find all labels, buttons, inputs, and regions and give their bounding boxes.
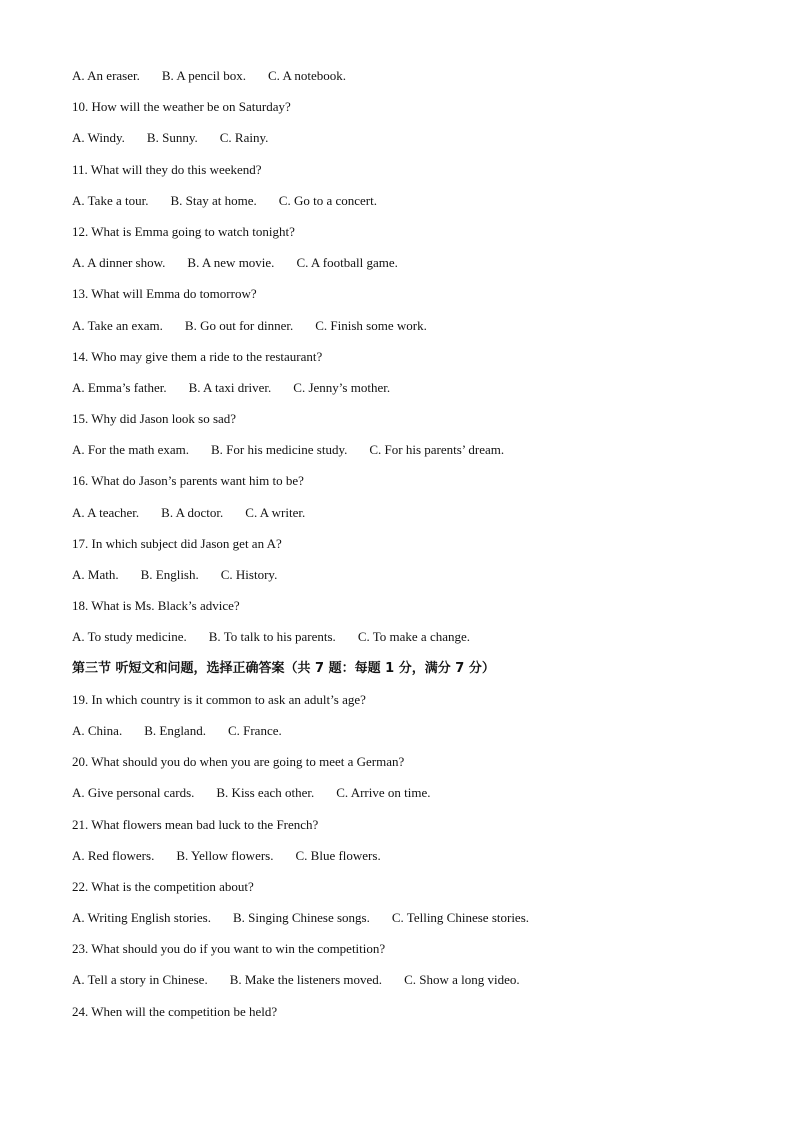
option-a: A. A dinner show. — [72, 255, 166, 271]
option-a: A. Emma’s father. — [72, 379, 167, 395]
option-b: B. A taxi driver. — [188, 379, 272, 395]
options-row-q19 — [72, 721, 752, 752]
option-c: C. Show a long video. — [404, 972, 520, 988]
option-a: A. Give personal cards. — [72, 785, 195, 801]
option-a: A. Writing English stories. — [72, 910, 211, 926]
option-c: C. A football game. — [296, 255, 398, 271]
question-19: 19. In which country is it common to ask an adult’s age? — [72, 691, 366, 707]
option-a: A. Tell a story in Chinese. — [72, 972, 208, 988]
option-b: B. England. — [144, 722, 206, 738]
question-16: 16. What do Jason’s parents want him to be? — [72, 473, 304, 489]
option-b: B. Kiss each other. — [216, 785, 315, 801]
options-row-q12 — [72, 253, 752, 284]
option-a: A. Math. — [72, 567, 119, 582]
option-b: B. Yellow flowers. — [176, 847, 274, 863]
question-22: 22. What is the competition about? — [72, 878, 254, 894]
question-21: 21. What flowers mean bad luck to the French? — [72, 816, 319, 832]
option-b: B. Make the listeners moved. — [229, 972, 383, 988]
option-b: B. Go out for dinner. — [184, 317, 294, 333]
option-c: C. To make a change. — [357, 629, 471, 645]
question-12: 12. What is Emma going to watch tonight? — [72, 223, 295, 239]
option-c: C. Go to a concert. — [278, 192, 377, 208]
question-18: 18. What is Ms. Black’s advice? — [72, 598, 240, 614]
option-b: B. A pencil box. — [161, 68, 247, 83]
option-c: C. Arrive on time. — [336, 785, 431, 801]
option-b: B. A new movie. — [187, 255, 275, 271]
options-row-q23 — [72, 970, 752, 1001]
option-a: A. A teacher. — [72, 504, 140, 520]
question-10: 10. How will the weather be on Saturday? — [72, 99, 291, 115]
options-row-q15 — [72, 440, 752, 471]
option-b: B. Singing Chinese songs. — [232, 910, 370, 926]
options-row-q13 — [72, 316, 752, 347]
options-row-q9 — [72, 66, 752, 97]
option-c: C. Finish some work. — [315, 317, 427, 333]
option-a: A. For the math exam. — [72, 442, 189, 458]
question-13: 13. What will Emma do tomorrow? — [72, 286, 257, 302]
options-row-q14 — [72, 378, 752, 409]
options-row-q18 — [72, 627, 752, 658]
option-c: C. Blue flowers. — [295, 847, 381, 863]
option-a: A. Windy. — [72, 130, 125, 146]
question-23: 23. What should you do if you want to win the competition? — [72, 941, 386, 957]
option-a: A. Take a tour. — [72, 192, 149, 208]
section-heading: 第三节 听短文和问题，选择正确答案（共 7 题：每题 1 分，满分 7 分） — [72, 660, 495, 676]
question-11: 11. What will they do this weekend? — [72, 161, 262, 177]
option-a: A. To study medicine. — [72, 629, 187, 645]
options-row-q21 — [72, 846, 752, 877]
options-row-q22 — [72, 908, 752, 939]
option-c: C. For his parents’ dream. — [369, 442, 505, 458]
option-b: B. Sunny. — [146, 130, 198, 146]
option-b: B. For his medicine study. — [210, 442, 348, 458]
option-a: A. China. — [72, 722, 123, 738]
option-c: C. Jenny’s mother. — [293, 379, 391, 395]
option-b: B. English. — [140, 567, 199, 582]
option-a: A. Take an exam. — [72, 317, 163, 333]
option-a: A. An eraser. — [72, 68, 140, 83]
options-row-q20 — [72, 783, 752, 814]
question-20: 20. What should you do when you are going to meet a German? — [72, 754, 405, 770]
option-c: C. History. — [220, 567, 278, 582]
exam-content — [72, 66, 752, 1033]
question-24: 24. When will the competition be held? — [72, 1003, 278, 1019]
options-row-q11 — [72, 191, 752, 222]
option-b: B. Stay at home. — [170, 192, 257, 208]
option-c: C. Rainy. — [219, 130, 269, 146]
option-c: C. A notebook. — [268, 68, 347, 83]
option-a: A. Red flowers. — [72, 847, 155, 863]
question-14: 14. Who may give them a ride to the restaurant? — [72, 348, 323, 364]
option-c: C. Telling Chinese stories. — [391, 910, 530, 926]
option-b: B. A doctor. — [161, 504, 224, 520]
option-c: C. A writer. — [245, 504, 306, 520]
question-17: 17. In which subject did Jason get an A? — [72, 535, 282, 551]
options-row-q16 — [72, 503, 752, 534]
option-c: C. France. — [227, 722, 282, 738]
options-row-q17 — [72, 565, 752, 596]
options-row-q10 — [72, 128, 752, 159]
option-b: B. To talk to his parents. — [208, 629, 336, 645]
question-15: 15. Why did Jason look so sad? — [72, 411, 237, 427]
